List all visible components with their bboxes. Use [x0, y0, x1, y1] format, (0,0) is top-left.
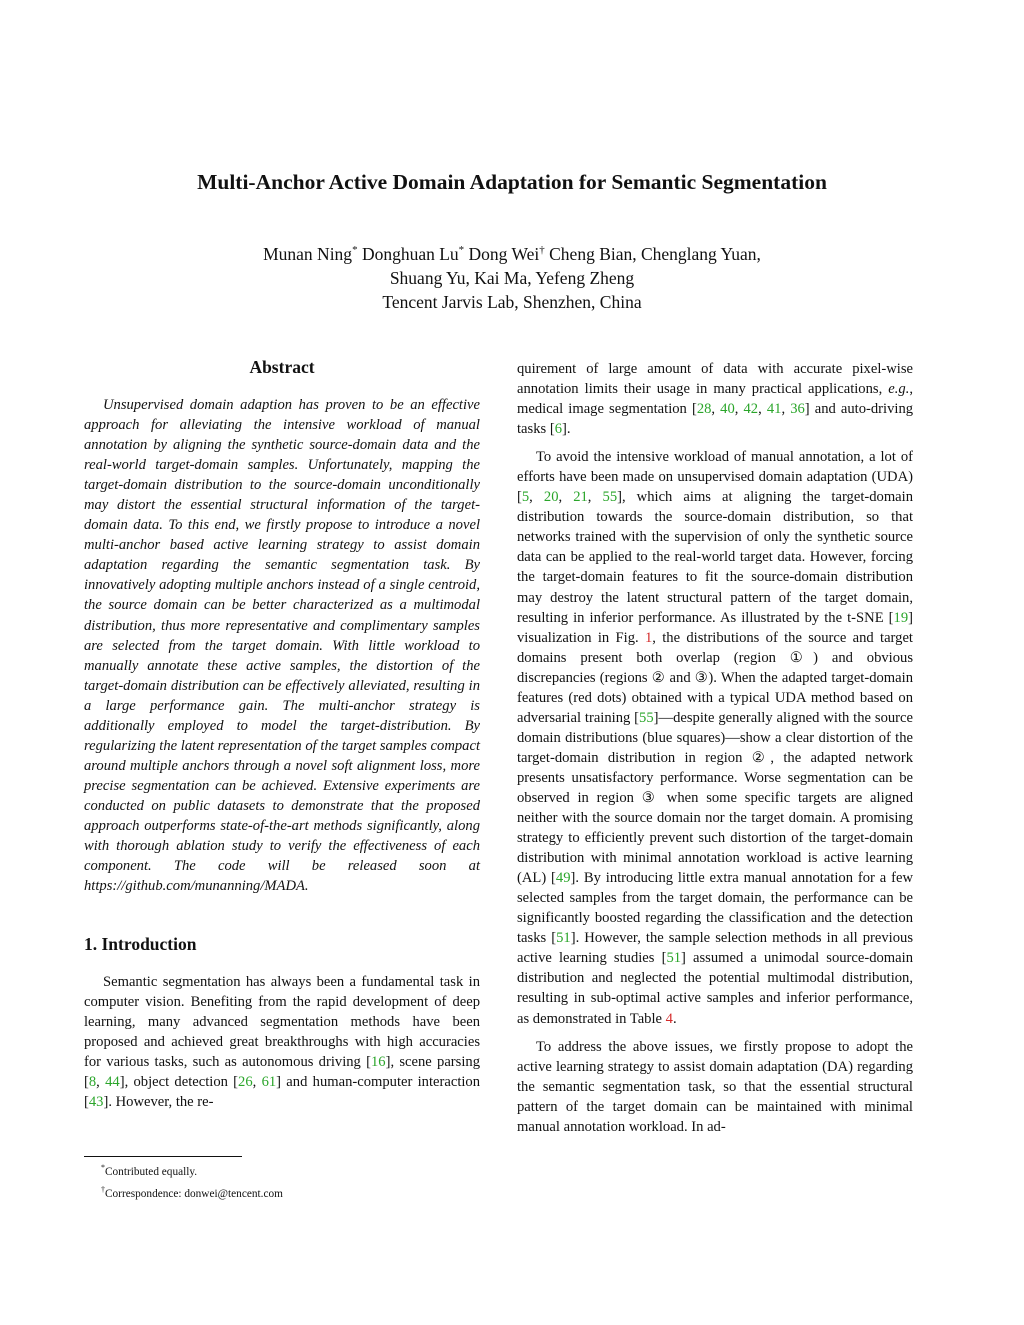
text-run: , the distributions of the source and target domains present both overlap (region ①) and obvious discrepancies (regions ② and ③). When the adapted target-domain features (red dots) obtained with a typical UDA method based on adversarial training [ — [517, 629, 913, 726]
author-line-2: Shuang Yu, Kai Ma, Yefeng Zheng — [389, 267, 635, 288]
text-run: , — [558, 489, 574, 506]
text-run: ] and auto-driving tasks [ — [517, 401, 914, 438]
citation-link[interactable]: 16 — [370, 1054, 386, 1071]
author-mark: * — [458, 244, 465, 256]
footnote-mark: † — [101, 1184, 105, 1194]
text-run: ] assumed a unimodal source-domain distribution and neglected the potential multimodal distribution, resulting in sub-optimal active samples and inferior performance, as demonstrated in Table — [517, 950, 913, 1027]
citation-link[interactable]: 51 — [666, 950, 682, 967]
citation-link[interactable]: 36 — [790, 401, 805, 418]
intro-paragraph-3 — [517, 1037, 913, 1137]
text-run: ], scene parsing [ — [84, 1054, 480, 1091]
text-run: ]. However, the sample selection methods in all previous active learning studies [ — [517, 930, 913, 967]
left-column — [84, 355, 480, 1113]
author-mark: * — [352, 244, 358, 256]
paper-title: Multi-Anchor Active Domain Adaptation for Semantic Segmentation — [197, 170, 827, 194]
text-run: ], object detection [ — [119, 1074, 239, 1091]
citation-link[interactable]: 40 — [720, 401, 735, 418]
citation-link[interactable]: 5 — [521, 489, 530, 506]
reference-link[interactable]: 4 — [665, 1010, 673, 1027]
citation-link[interactable]: 28 — [696, 401, 712, 418]
text-run: ]. However, the re- — [103, 1094, 214, 1111]
citation-link[interactable]: 19 — [893, 609, 909, 626]
author-line-1 — [0, 238, 1024, 266]
citation-link[interactable]: 51 — [556, 930, 571, 947]
text-run: ]—despite generally aligned with the source domain distributions (blue squares)—show a clear distortion of the target-domain distribution in region ②, the adapted network presents unsatisfactory performance. Worse segmentation can be observed in region ③ when some specific targets are aligned neither with the source domain nor the target domain. A promising strategy to efficiently prevent such distortion of the target-domain distribution with minimal annotation workload is active learning (AL) [ — [517, 709, 913, 887]
italic-text: e.g. — [888, 381, 910, 398]
citation-link[interactable]: 55 — [602, 489, 618, 506]
footnote-mark: * — [101, 1163, 105, 1172]
citation-link[interactable]: 21 — [573, 489, 588, 506]
text-run: To address the above issues, we firstly propose to adopt the active learning strategy to assist domain adaptation (DA) regarding the semantic segmentation task, so that the essential structural pattern of the target domain can be maintained with minimal manual annotation workload. In ad- — [517, 1038, 913, 1135]
author-mark: † — [539, 244, 545, 256]
footnote-1: *Contributed equally. — [101, 1163, 198, 1178]
text-run: ]. — [562, 421, 571, 438]
text-run: To avoid the intensive workload of manual annotation, a lot of efforts have been made on unsupervised domain adaptation (UDA) [ — [517, 449, 913, 506]
author-name: Donghuan Lu — [357, 243, 459, 264]
citation-link[interactable]: 44 — [105, 1074, 120, 1091]
citation-link[interactable]: 26 — [238, 1074, 253, 1091]
author-name: Munan Ning — [263, 243, 353, 264]
text-run: , — [711, 401, 721, 418]
text-run: , — [781, 401, 791, 418]
text-run: , — [96, 1074, 106, 1091]
citation-link[interactable]: 43 — [88, 1094, 104, 1111]
text-run: ]. By introducing little extra manual annotation for a few selected samples from the target domain, the performance can be significantly boosted regarding the classification and the detection tasks [ — [517, 870, 913, 947]
author-block — [0, 238, 1024, 314]
text-run: , — [529, 489, 544, 506]
footnotes — [84, 1156, 480, 1203]
citation-link[interactable]: 61 — [261, 1074, 277, 1091]
text-run: ] visualization in Fig. — [517, 609, 913, 646]
text-run: , — [734, 401, 744, 418]
citation-link[interactable]: 41 — [766, 401, 782, 418]
text-run: , — [587, 489, 603, 506]
text-run: , — [252, 1074, 262, 1091]
citation-link[interactable]: 55 — [639, 709, 654, 726]
intro-paragraph-2 — [517, 447, 913, 1028]
section-heading-introduction: 1. Introduction — [84, 934, 197, 955]
citation-link[interactable]: 49 — [555, 870, 571, 887]
author-name: Dong Wei — [464, 243, 540, 264]
text-run: ], which aims at aligning the target-domain distribution towards the source-domain distribution, so that networks trained with the supervision of only the synthetic source data can be applied to the real-world target data. However, forcing the target-domain features to fit the source-domain distribution may destroy the latent structural pattern of the target domain, resulting in inferior performance. As illustrated by the t-SNE [ — [517, 489, 914, 626]
reference-link[interactable]: 1 — [644, 629, 653, 646]
text-run: Semantic segmentation has always been a fundamental task in computer vision. Benefiting from the rapid development of deep learning, many advanced segmentation methods have been proposed and achieved great breakthroughs with high accuracies for various tasks, such as autonomous driving [ — [84, 974, 480, 1071]
abstract-text: Unsupervised domain adaption has proven to be an effective approach for alleviating the intensive workload of manual annotation by aligning the synthetic source-domain data and the real-world target-domain samples. Unfortunately, mapping the target-domain distribution to the source-domain unconditionally may distort the essential structural information of the target-domain data. To this end, we firstly propose to introduce a novel multi-anchor based active learning strategy to assist domain adaptation regarding the semantic segmentation task. By innovatively adopting multiple anchors instead of a single centroid, the source domain can be better characterized as a multimodal distribution, thus more representative and complimentary samples are selected from the target domain. With little workload to manually annotate these active samples, the distortion of the target-domain distribution can be effectively alleviated, resulting in a large performance gain. The multi-anchor strategy is additionally employed to model the target-distribution. By regularizing the latent representation of the target samples compact around multiple anchors through a novel soft alignment loss, more precise segmentation can be achieved. Extensive experiments are conducted on public datasets to demonstrate that the proposed approach outperforms state-of-the-art methods significantly, along with thorough ablation study to verify the effectiveness of each component. The code will be released soon at https://github.com/munanning/MADA. — [84, 397, 480, 895]
citation-link[interactable]: 20 — [543, 489, 559, 506]
author-name: Cheng Bian, Chenglang Yuan, — [544, 243, 761, 264]
citation-link[interactable]: 42 — [743, 401, 759, 418]
text-run: quirement of large amount of data with accurate pixel-wise annotation limits their usage in many practical applications, — [517, 361, 913, 398]
text-run: ] and human-computer interaction [ — [84, 1074, 481, 1111]
footnote-2: †Correspondence: donwei@tencent.com — [101, 1184, 283, 1200]
text-run: , medical image segmentation [ — [517, 381, 913, 418]
right-column — [517, 359, 913, 1137]
text-run: , — [758, 401, 767, 418]
footnote-rule — [84, 1156, 242, 1157]
affiliation: Tencent Jarvis Lab, Shenzhen, China — [382, 291, 642, 312]
citation-link[interactable]: 6 — [554, 421, 562, 438]
abstract-heading: Abstract — [249, 357, 315, 377]
intro-paragraph-1 — [84, 972, 480, 1112]
intro-paragraph-1-continued — [517, 359, 913, 439]
text-run: . — [672, 1010, 677, 1027]
citation-link[interactable]: 8 — [88, 1074, 97, 1091]
